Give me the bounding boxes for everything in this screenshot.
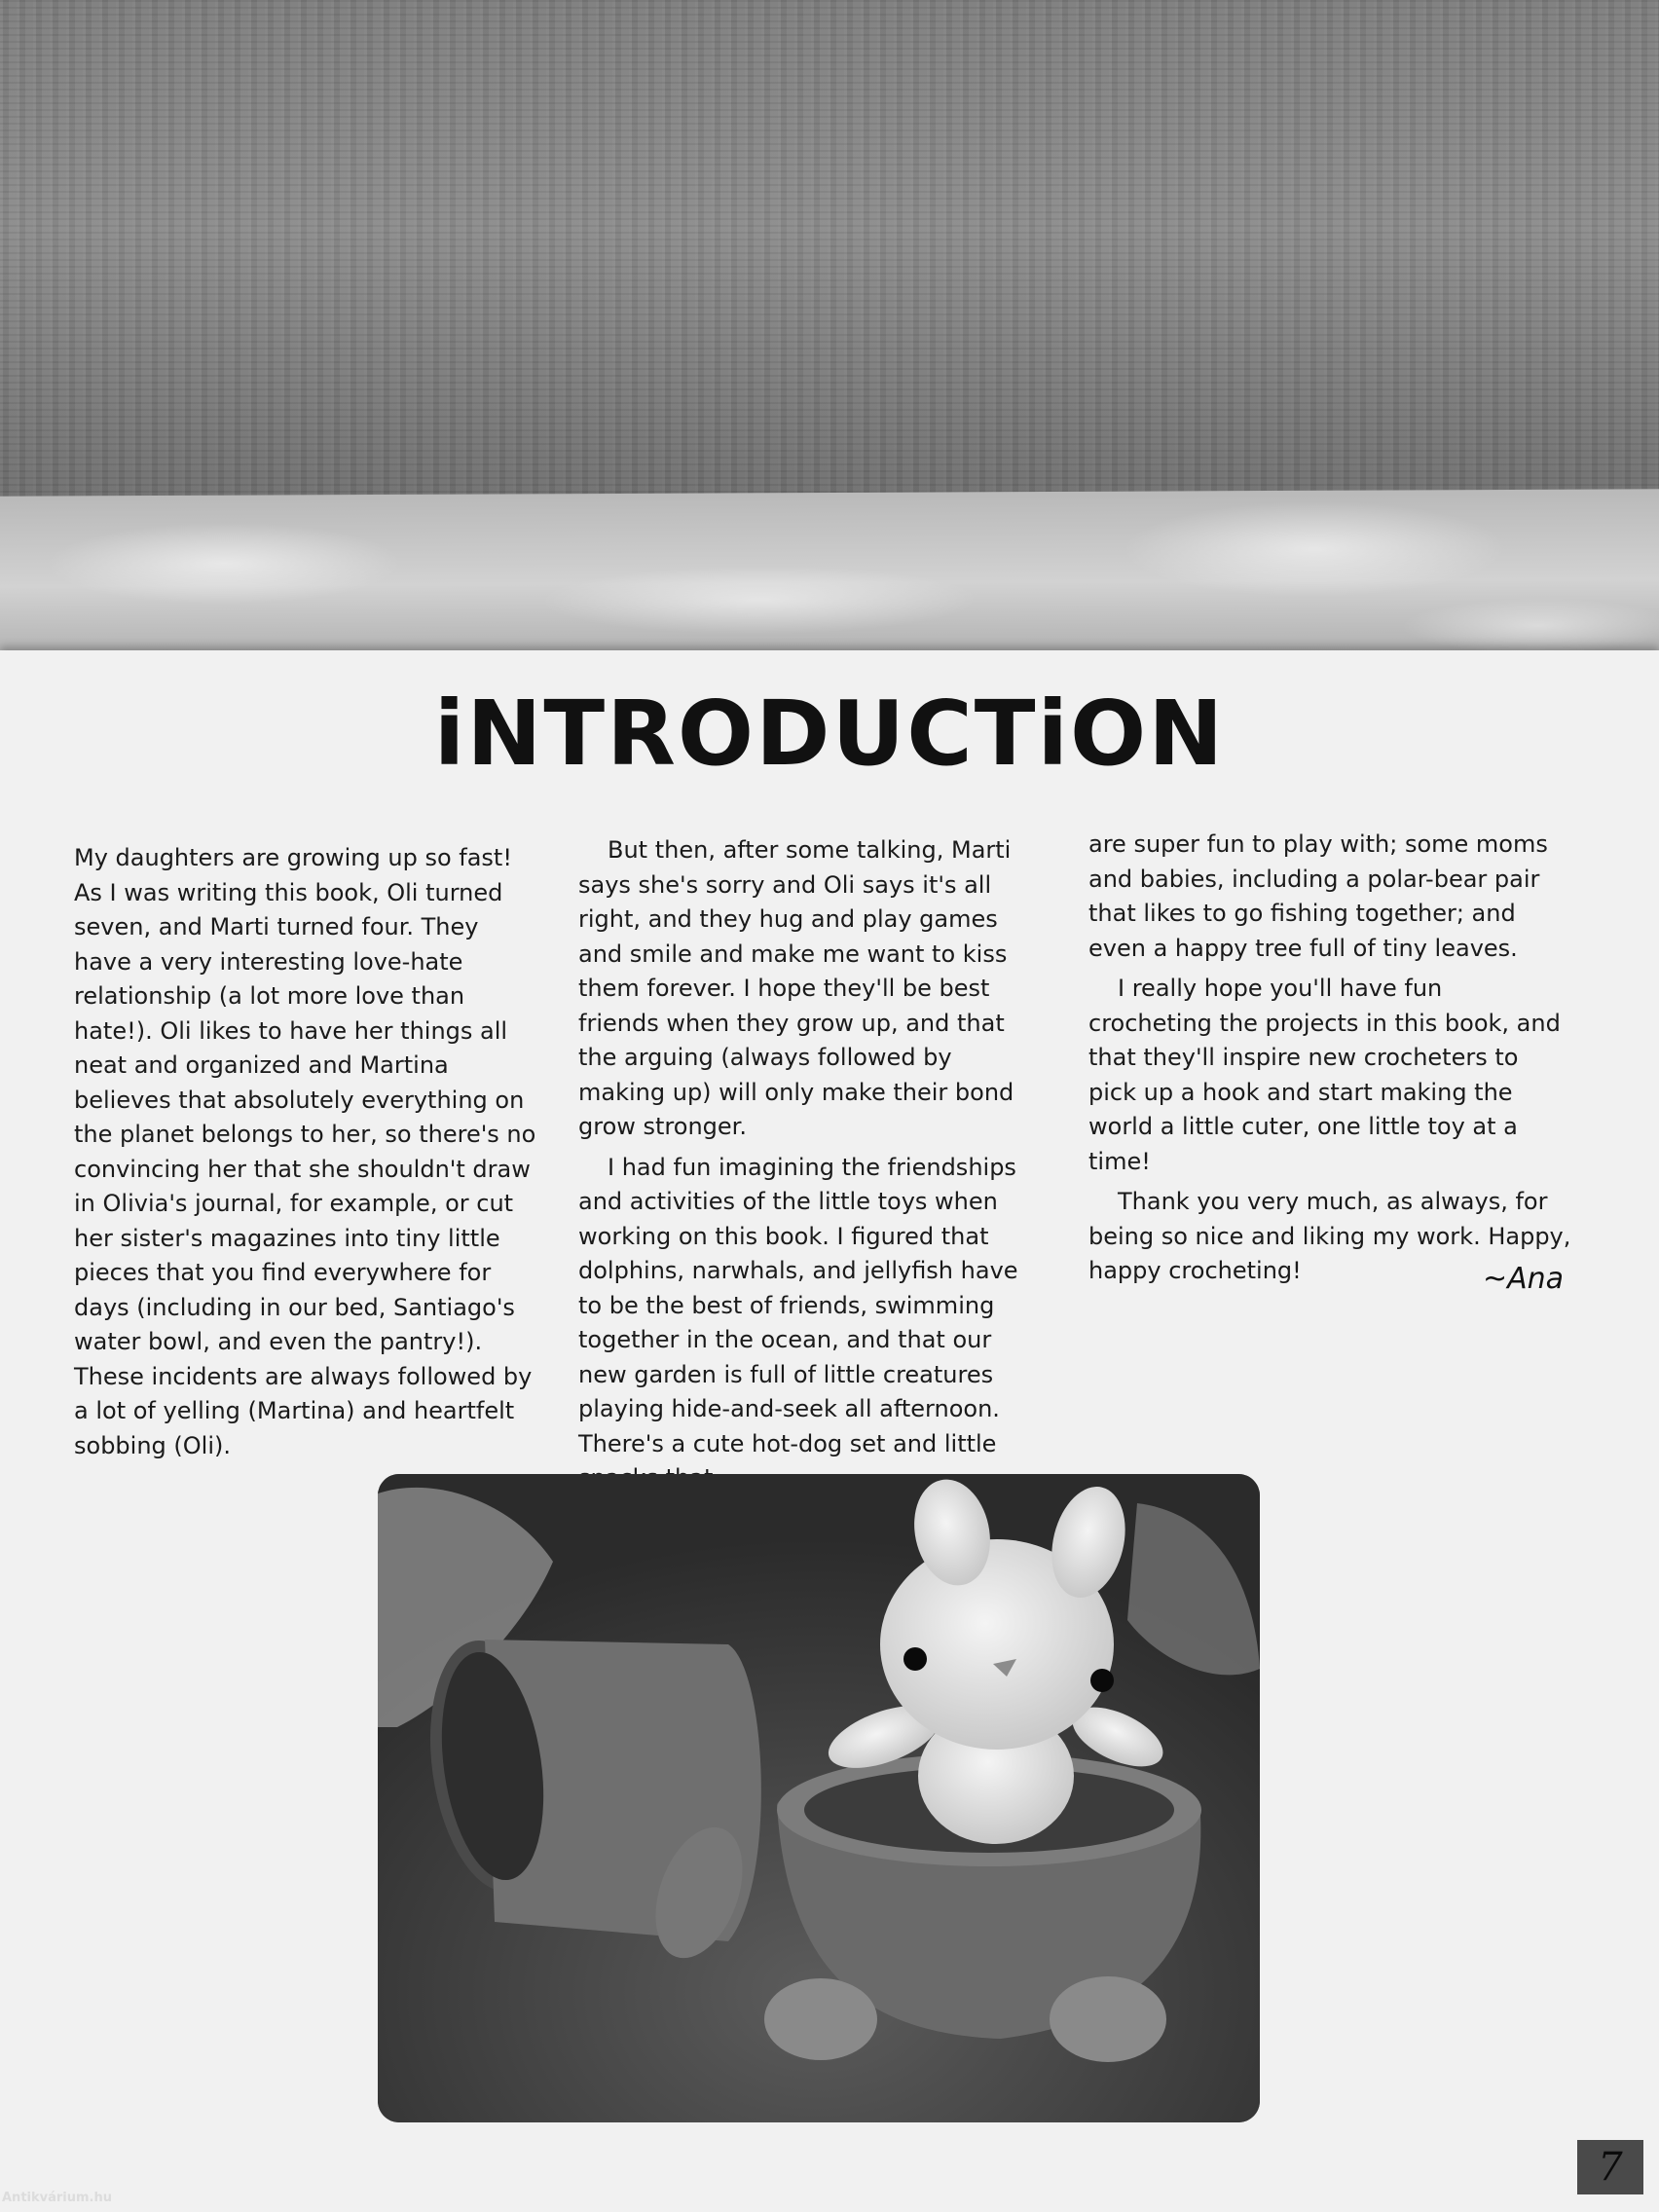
text-column-2: [578, 833, 1046, 1502]
text-column-1: [74, 841, 541, 1469]
page-number: 7: [1598, 2145, 1623, 2190]
crochet-bunny-illustration: [378, 1474, 1260, 2122]
author-signature: ~Ana: [1482, 1262, 1564, 1296]
paragraph: But then, after some talking, Marti says she's sorry and Oli says it's all right, and they hug and play games and smile and make me want to kiss them forever. I hope they'll be best friends when they grow up, and that the arguing (always followed by making up) will only make their bond grow stronger.: [578, 836, 1014, 1140]
paragraph: I really hope you'll have fun crocheting the projects in this book, and that they'll inspire new crocheters to pick up a hook and start making the world a little cuter, one little toy at a time!: [1088, 975, 1561, 1175]
text-column-3: [1088, 828, 1571, 1295]
book-page: [0, 650, 1659, 2212]
bunny-toy-photo: [378, 1474, 1260, 2122]
page-title: iNTRODUCTiON: [433, 682, 1226, 786]
paragraph: I had fun imagining the friendships and activities of the little toys when working on this book. I figured that dolphins, narwhals, and jellyfish have to be the best of friends, swimming together in the ocean, and that our new garden is full of little creatures playing hide-and-seek all afternoon. There's a cute hot-dog set and little: [578, 1153, 1018, 1457]
paragraph: are super fun to play with; some moms and babies, including a polar-bear pair that likes to go fishing together; and even a happy tree full of tiny leaves.: [1088, 830, 1548, 962]
paragraph: Thank you very much, as always, for being so nice and liking my work. Happy, happy crocheting!: [1088, 1188, 1571, 1284]
silk-fabric-band: [0, 489, 1659, 677]
top-texture-band: [0, 0, 1659, 506]
paragraph: My daughters are growing up so fast! As I was writing this book, Oli turned seven, and Marti turned four. They have a very interesting love-hate relationship (a lot more love than hate!). Oli likes to have her things all neat and organized and Martina believes that absolutely everything on the planet belongs to her, so there's no convincing her that she shouldn't draw in Olivia's journal, for example, or cut her sister's magazines into tiny little pieces that you find everywhere for days (including in our bed, Santiago's water bowl, and even the pantry!). These incidents are always followed by a lot of yelling (Martina) and heartfelt sobbing (Oli).: [74, 844, 536, 1459]
watermark: Antikvárium.hu: [2, 2191, 112, 2205]
page-number-tab: [1577, 2140, 1643, 2194]
